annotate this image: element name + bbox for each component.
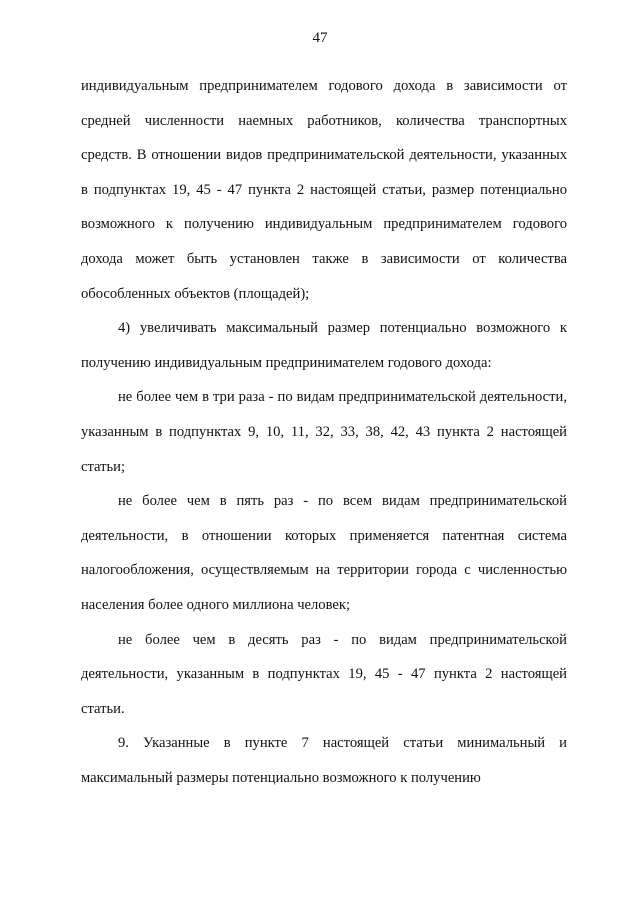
paragraph-ten-times: не более чем в десять раз - по видам предпринимательской деятельности, указанным в подпунктах 19, 45 - 47 пункта 2 настоящей статьи. [81,631,567,717]
page-number: 47 [312,30,328,46]
paragraph-item-4: 4) увеличивать максимальный размер потенциально возможного к получению индивидуальным предпринимателем годового дохода: [81,320,567,371]
page-body [81,69,567,795]
paragraph-item-9: 9. Указанные в пункте 7 настоящей статьи минимальный и максимальный размеры потенциально возможного к получению [81,735,567,786]
paragraph-five-times: не более чем в пять раз - по всем видам предпринимательской деятельности, в отношении которых применяется патентная система налогообложения, осуществляемым на территории города с численностью населения более одного миллиона человек; [81,493,567,613]
paragraph-three-times: не более чем в три раза - по видам предпринимательской деятельности, указанным в подпунктах 9, 10, 11, 32, 33, 38, 42, 43 пункта 2 настоящей статьи; [81,389,567,475]
paragraph-continuation: индивидуальным предпринимателем годового дохода в зависимости от средней численности наемных работников, количества транспортных средств. В отношении видов предпринимательской деятельности, указанных в подпунктах 19, 45 - 47 пункта 2 настоящей статьи, размер потенциально возможного к получению индивидуальным предпринимателем годового дохода может быть установлен также в зависимости от количества обособленных объектов (площадей); [81,78,567,302]
